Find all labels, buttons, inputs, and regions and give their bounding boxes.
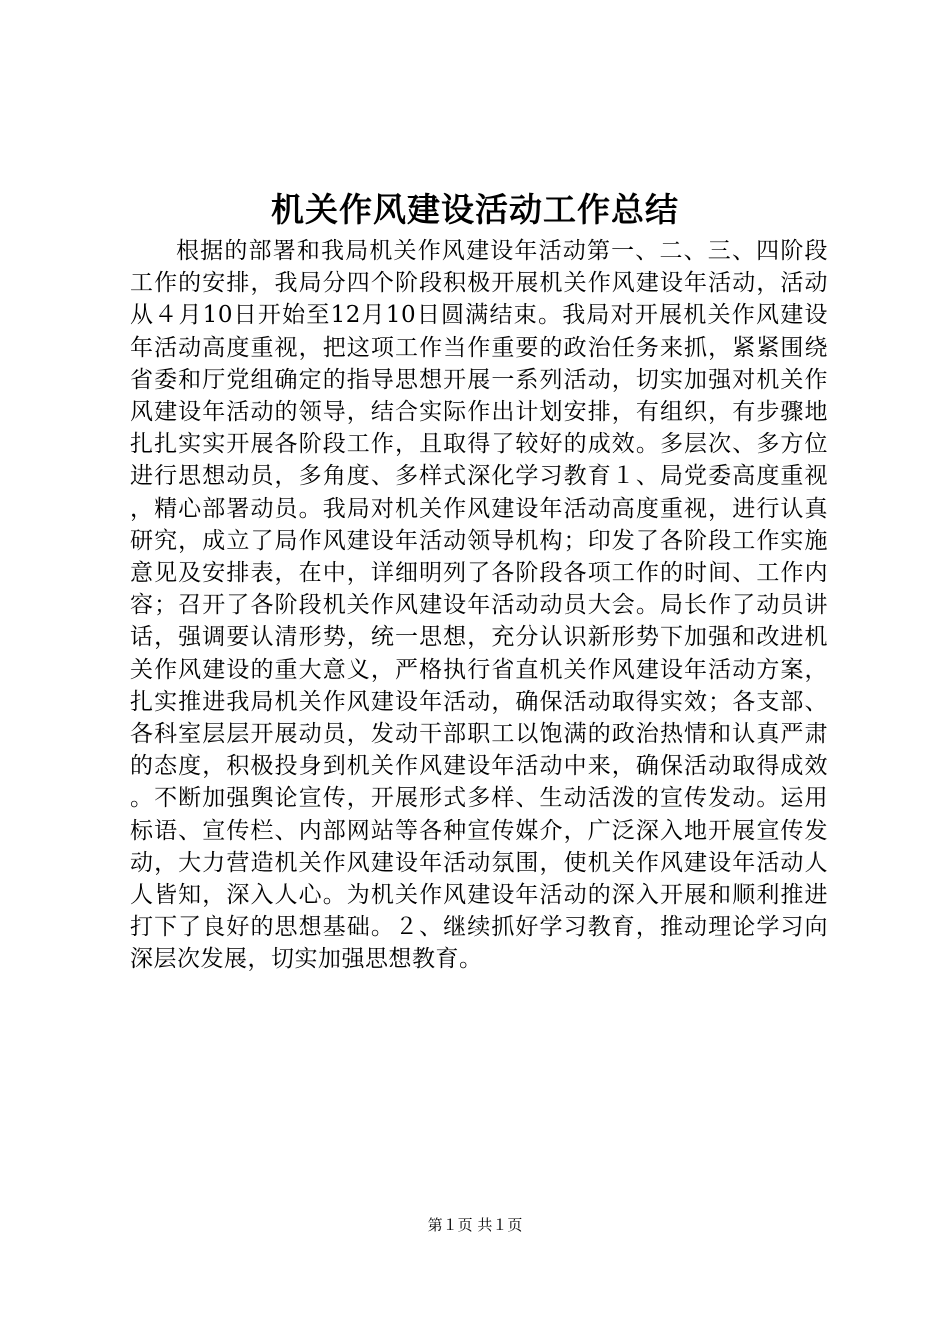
document-body-paragraph: 根据的部署和我局机关作风建设年活动第一、二、三、四阶段工作的安排，我局分四个阶段积极开展机关作风建设年活动，活动从４月10日开始至12月10日圆满结束。我局对开展机关作风建设年活动高度重视，把这项工作当作重要的政治任务来抓，紧紧围绕省委和厅党组确定的指导思想开展一系列活动，切实加强对机关作风建设年活动的领导，结合实际作出计划安排，有组织，有步骤地扎扎实实开展各阶段工作，且取得了较好的成效。多层次、多方位进行思想动员，多角度、多样式深化学习教育１、局党委高度重视，精心部署动员。我局对机关作风建设年活动高度重视，进行认真研究，成立了局作风建设年活动领导机构；印发了各阶段工作实施意见及安排表，在中，详细明列了各阶段各项工作的时间、工作内容；召开了各阶段机关作风建设年活动动员大会。局长作了动员讲话，强调要认清形势，统一思想，充分认识新形势下加强和改进机关作风建设的重大意义，严格执行省直机关作风建设年活动方案，扎实推进我局机关作风建设年活动，确保活动取得实效；各支部、各科室层层开展动员，发动干部职工以饱满的政治热情和认真严肃的态度，积极投身到机关作风建设年活动中来，确保活动取得成效。不断加强舆论宣传，开展形式多样、生动活泼的宣传发动。运用标语、宣传栏、内部网站等各种宣传媒介，广泛深入地开展宣传发动，大力营造机关作风建设年活动氛围，使机关作风建设年活动人人皆知，深入人心。为机关作风建设年活动的深入开展和顺利推进打下了良好的思想基础。２、继续抓好学习教育，推动理论学习向深层次发展，切实加强思想教育。	[130, 238, 828, 973]
page-number-footer: 第１页 共１页	[427, 1216, 523, 1234]
document-title: 机关作风建设活动工作总结	[271, 190, 679, 229]
